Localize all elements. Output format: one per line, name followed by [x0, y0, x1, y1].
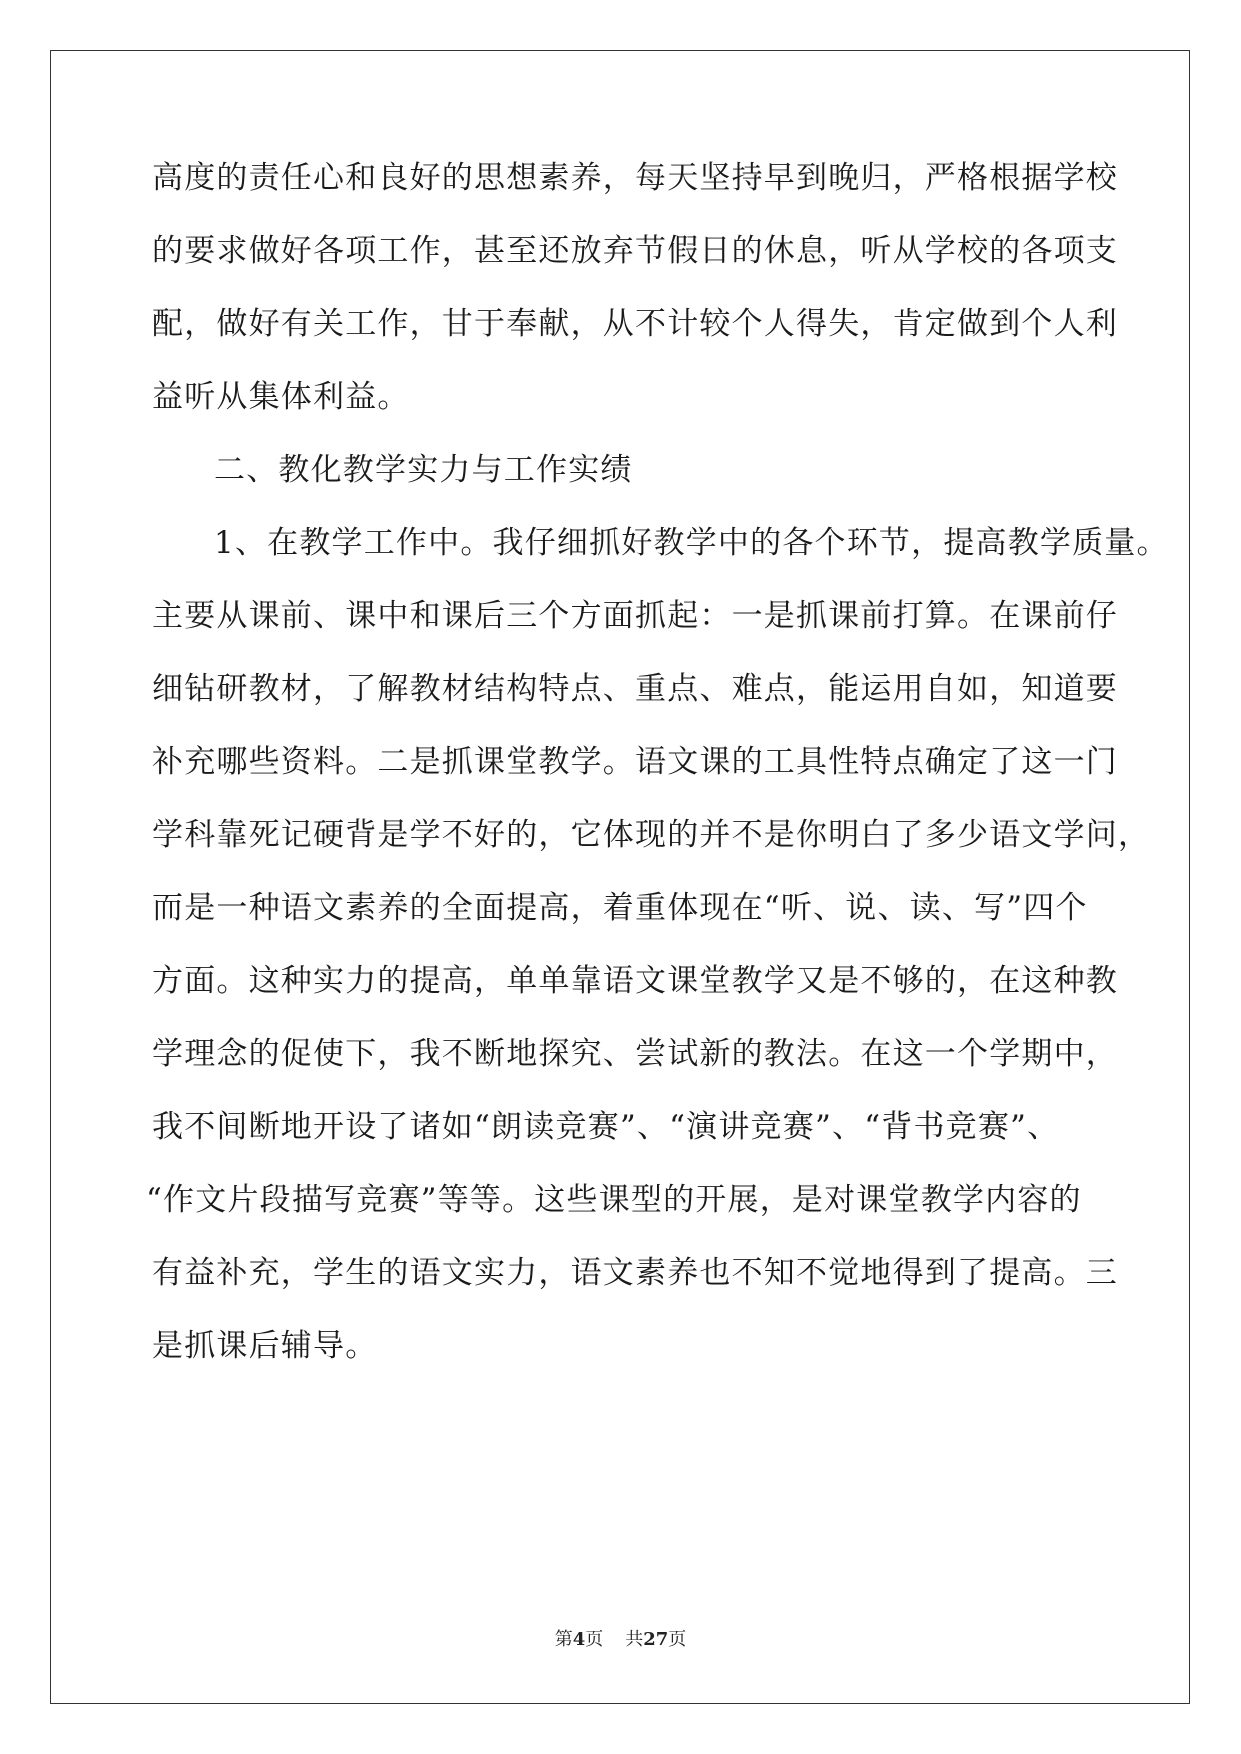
total-pages: 27: [643, 1629, 669, 1650]
page-border: [50, 50, 1190, 1704]
paragraph-line: 方面。这种实力的提高，单单靠语文课堂教学又是不够的，在这种教: [152, 963, 1118, 999]
paragraph-line: 学理念的促使下，我不断地探究、尝试新的教法。在这一个学期中，: [152, 1036, 1118, 1072]
paragraph-line: “作文片段描写竞赛”等等。这些课型的开展，是对课堂教学内容的: [146, 1182, 1082, 1218]
total-prefix: 共: [625, 1629, 644, 1650]
paragraph-line: 有益补充，学生的语文实力，语文素养也不知不觉地得到了提高。三: [152, 1255, 1118, 1291]
paragraph-line: 益听从集体利益。: [152, 379, 410, 415]
page-suffix: 页: [585, 1629, 604, 1650]
paragraph-line: 而是一种语文素养的全面提高，着重体现在“听、说、读、写”四个: [152, 890, 1088, 926]
page-prefix: 第: [554, 1629, 573, 1650]
paragraph-line: 是抓课后辅导。: [152, 1328, 378, 1364]
paragraph-line: 我不间断地开设了诸如“朗读竞赛”、“演讲竞赛”、“背书竞赛”、: [152, 1109, 1060, 1145]
paragraph-line: 细钻研教材，了解教材结构特点、重点、难点，能运用自如，知道要: [152, 671, 1118, 707]
section-heading: 二、教化教学实力与工作实绩: [214, 452, 633, 488]
paragraph-line: 的要求做好各项工作，甚至还放弃节假日的休息，听从学校的各项支: [152, 233, 1118, 269]
paragraph-line: 高度的责任心和良好的思想素养，每天坚持早到晚归，严格根据学校: [152, 160, 1118, 196]
total-suffix: 页: [668, 1629, 687, 1650]
paragraph-line: 1、在教学工作中。我仔细抓好教学中的各个环节，提高教学质量。: [214, 525, 1169, 561]
page-footer: [0, 1628, 1241, 1652]
paragraph-line: 主要从课前、课中和课后三个方面抓起：一是抓课前打算。在课前仔: [152, 598, 1118, 634]
paragraph-line: 配，做好有关工作，甘于奉献，从不计较个人得失，肯定做到个人利: [152, 306, 1118, 342]
page-number: 4: [572, 1629, 586, 1650]
paragraph-line: 补充哪些资料。二是抓课堂教学。语文课的工具性特点确定了这一门: [152, 744, 1118, 780]
paragraph-line: 学科靠死记硬背是学不好的，它体现的并不是你明白了多少语文学问，: [152, 817, 1151, 853]
